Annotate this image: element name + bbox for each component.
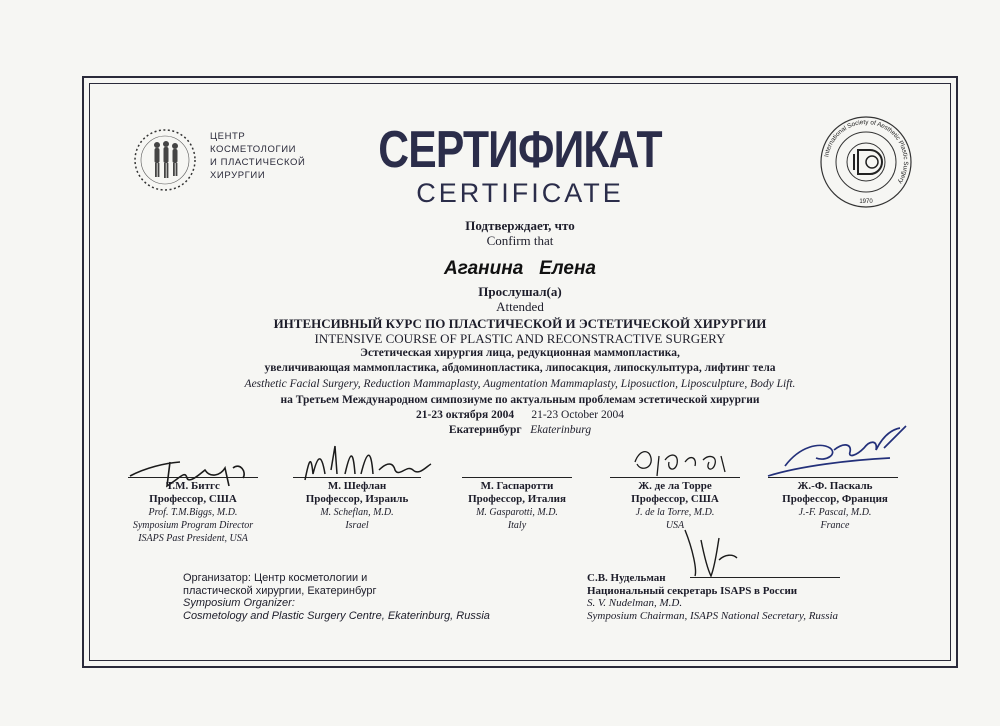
signatory-1: [118, 480, 268, 545]
course-ru: ИНТЕНСИВНЫЙ КУРС ПО ПЛАСТИЧЕСКОЙ И ЭСТЕТИЧЕСКОЙ ХИРУРГИИ: [273, 316, 767, 331]
course-en: INTENSIVE COURSE OF PLASTIC AND RECONSTRACTIVE SURGERY: [314, 331, 726, 346]
organizer-en-1: Symposium Organizer:: [183, 597, 295, 609]
signatory-2-title: Профессор, Израиль: [305, 493, 409, 505]
signatory-3: [442, 480, 592, 532]
logo-line-1: ЦЕНТР: [210, 131, 246, 142]
signatory-3-en2: Italy: [507, 520, 527, 531]
dates-en: 21-23 October 2004: [531, 409, 624, 421]
signatory-1-title: Профессор, США: [149, 493, 237, 505]
logo-line-3: И ПЛАСТИЧЕСКОЙ: [210, 157, 306, 168]
clinic-logo-text: [210, 130, 305, 182]
signature-de-la-torre: [625, 442, 735, 482]
signatory-4-en1: J. de la Torre, M.D.: [635, 507, 715, 518]
seal-year: 1970: [859, 199, 873, 205]
signatory-1-name: Т.М. Битгс: [166, 480, 220, 492]
topics-ru-line2: увеличивающая маммопластика, абдоминопластика, липосакция, липоскульптура, лифтинг тела: [264, 362, 776, 374]
city-ru: Екатеринбург: [448, 424, 522, 436]
nudelman-en2: Symposium Chairman, ISAPS National Secretary, Russia: [587, 609, 839, 622]
logo-line-2: КОСМЕТОЛОГИИ: [210, 144, 297, 155]
confirm-ru: Подтверждает, что: [465, 218, 575, 233]
title-ru: СЕРТИФИКАТ: [378, 121, 662, 179]
signatory-2-en1: M. Scheflan, M.D.: [320, 507, 394, 518]
organizer-block: [183, 572, 490, 622]
signature-pascal: [760, 418, 920, 488]
signatory-3-en1: M. Gasparotti, M.D.: [476, 507, 558, 518]
organizer-ru-2: пластической хирургии, Екатеринбург: [183, 584, 377, 597]
signatory-5: [760, 480, 910, 532]
symposium-ru: на Третьем Международном симпозиуме по актуальным проблемам эстетической хирургии: [280, 394, 760, 406]
signatory-2-en2: Israel: [345, 520, 369, 531]
clinic-logo-emblem: [130, 125, 200, 195]
attended-en: Attended: [496, 299, 544, 314]
signatory-4-name: Ж. де ла Торре: [638, 480, 712, 492]
city-en: Ekaterinburg: [530, 424, 592, 436]
signatory-2: [282, 480, 432, 532]
svg-text:International Society of Aesth: International Society of Aesthetic Plastic Surgery: [823, 118, 910, 185]
nudelman-title: Национальный секретарь ISAPS в России: [587, 584, 798, 597]
isaps-seal: [818, 114, 914, 210]
topics-ru-line1: Эстетическая хирургия лица, редукционная маммопластика,: [360, 347, 680, 359]
nudelman-en1: S. V. Nudelman, M.D.: [587, 597, 683, 609]
signatory-5-name: Ж.-Ф. Паскаль: [797, 480, 873, 492]
nudelman-block: [587, 572, 838, 622]
signatory-1-en2: Symposium Program Director: [132, 520, 254, 531]
signatory-4: [600, 480, 750, 532]
dates-ru: 21-23 октября 2004: [416, 409, 515, 421]
confirm-en: Confirm that: [486, 233, 554, 248]
recipient-name: Аганина Елена: [444, 258, 596, 279]
logo-line-4: ХИРУРГИИ: [210, 170, 266, 181]
signatory-3-name: М. Гаспаротти: [480, 480, 554, 492]
nudelman-name: С.В. Нудельман: [587, 572, 666, 584]
signatory-4-title: Профессор, США: [631, 493, 719, 505]
signatory-5-en1: J.-F. Pascal, M.D.: [798, 507, 872, 518]
signatory-2-name: М. Шефлан: [327, 480, 387, 492]
signature-line-3: [462, 477, 572, 478]
attended-ru: Прослушал(а): [478, 284, 562, 299]
signatory-5-title: Профессор, Франция: [782, 493, 888, 505]
signatory-4-en2: USA: [665, 520, 685, 531]
title-en: CERTIFICATE: [416, 178, 624, 208]
organizer-ru-1: Организатор: Центр косметологии и: [183, 572, 368, 584]
signatory-1-en3: ISAPS Past President, USA: [138, 533, 248, 544]
organizer-en-2: Cosmetology and Plastic Surgery Centre, Ekaterinburg, Russia: [183, 609, 490, 622]
signatory-5-en2: France: [820, 520, 850, 531]
signatory-1-en1: Prof. T.M.Biggs, M.D.: [148, 507, 238, 518]
signatory-3-title: Профессор, Италия: [468, 493, 566, 505]
topics-en: Aesthetic Facial Surgery, Reduction Mammaplasty, Augmentation Mammaplasty, Liposuction, Liposculpture, Body Lift.: [244, 378, 796, 390]
